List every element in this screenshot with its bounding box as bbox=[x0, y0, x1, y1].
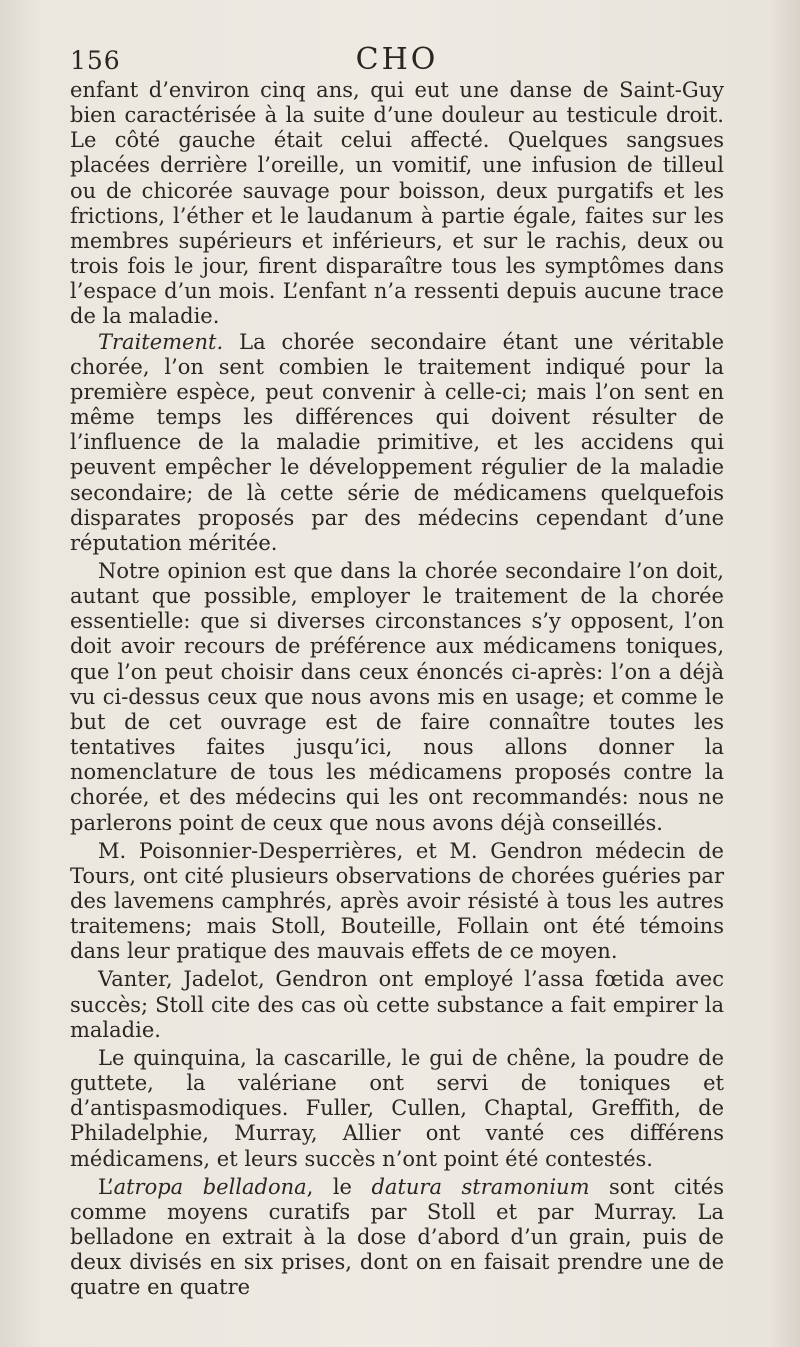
page-number: 156 bbox=[70, 46, 121, 75]
paragraph-3: Notre opinion est que dans la chorée secondaire l’on doit, autant que possible, employer le traitement de la chorée essentielle: que si diverses circonstances s’y opposent, l’on doit avoir recours de préférence aux médicamens toniques, que l’on peut choisir dans ceux énoncés ci-après: l’on a déjà vu ci-dessus ceux que nous avons mis en usage; et comme le but de cet ouvrage est de faire connaître toutes les tentatives faites jusqu’ici, nous allons donner la nomenclature de tous les médicamens proposés contre la chorée, et des médecins qui les ont recommandés: nous ne parlerons point de ceux que nous avons déjà conseillés. bbox=[70, 558, 724, 835]
page-header bbox=[70, 36, 724, 78]
paragraph-traitement bbox=[70, 330, 724, 556]
p7-datura: datura stramonium bbox=[371, 1174, 590, 1199]
p7-c: , le bbox=[306, 1174, 372, 1199]
running-head: CHO bbox=[355, 42, 439, 77]
paragraph-1: enfant d’environ cinq ans, qui eut une danse de Saint-Guy bien caractérisée à la suite d’une douleur au testicule droit. Le côté gauche était celui affecté. Quelques sangsues placées derrière l’oreille, un vomitif, une infusion de tilleul ou de chicorée sauvage pour boisson, deux purgatifs et les frictions, l’éther et le laudanum à partie égale, faites sur les membres supérieurs et inférieurs, et sur le rachis, deux ou trois fois le jour, firent disparaître tous les symptômes dans l’espace d’un mois. L’enfant n’a ressenti depuis aucune trace de la maladie. bbox=[70, 78, 724, 329]
section-lead-traitement: Traitement. bbox=[98, 329, 224, 354]
p7-a: L’ bbox=[98, 1174, 114, 1199]
paragraph-5: Vanter, Jadelot, Gendron ont employé l’assa fœtida avec succès; Stoll cite des cas où cette substance a fait empirer la maladie. bbox=[70, 967, 724, 1042]
paragraph-7 bbox=[70, 1175, 724, 1301]
paragraph-6: Le quinquina, la cascarille, le gui de chêne, la poudre de guttete, la valériane ont servi de toniques et d’antispasmodiques. Fuller, Cullen, Chaptal, Greffith, de Philadelphie, Murray, Allier ont vanté ces différens médicamens, et leurs succès n’ont point été contestés. bbox=[70, 1045, 724, 1171]
body-text bbox=[70, 78, 724, 1301]
paragraph-4: M. Poisonnier-Desperrières, et M. Gendron médecin de Tours, ont cité plusieurs observations de chorées guéries par des lavemens camphrés, après avoir résisté à tous les autres traitemens; mais Stoll, Bouteille, Follain ont été témoins dans leur pratique des mauvais effets de ce moyen. bbox=[70, 838, 724, 964]
p7-e: sont cités comme moyens curatifs par Stoll et par Murray. La belladone en extrait à la dose d’abord d’un grain, puis de deux divisés en six prises, dont on en faisait prendre une de quatre en quatre bbox=[70, 1174, 724, 1300]
paragraph-traitement-text: La chorée secondaire étant une véritable chorée, l’on sent combien le traitement indiqué pour la première espèce, peut convenir à celle-ci; mais l’on sent en même temps les différences qui doivent résulter de l’influence de la maladie primitive, et les accidens qui peuvent empêcher le développement régulier de la maladie secondaire; de là cette série de médicamens quelquefois disparates proposés par des médecins cependant d’une réputation méritée. bbox=[70, 329, 724, 555]
p7-atropa: atropa belladona bbox=[113, 1174, 307, 1199]
